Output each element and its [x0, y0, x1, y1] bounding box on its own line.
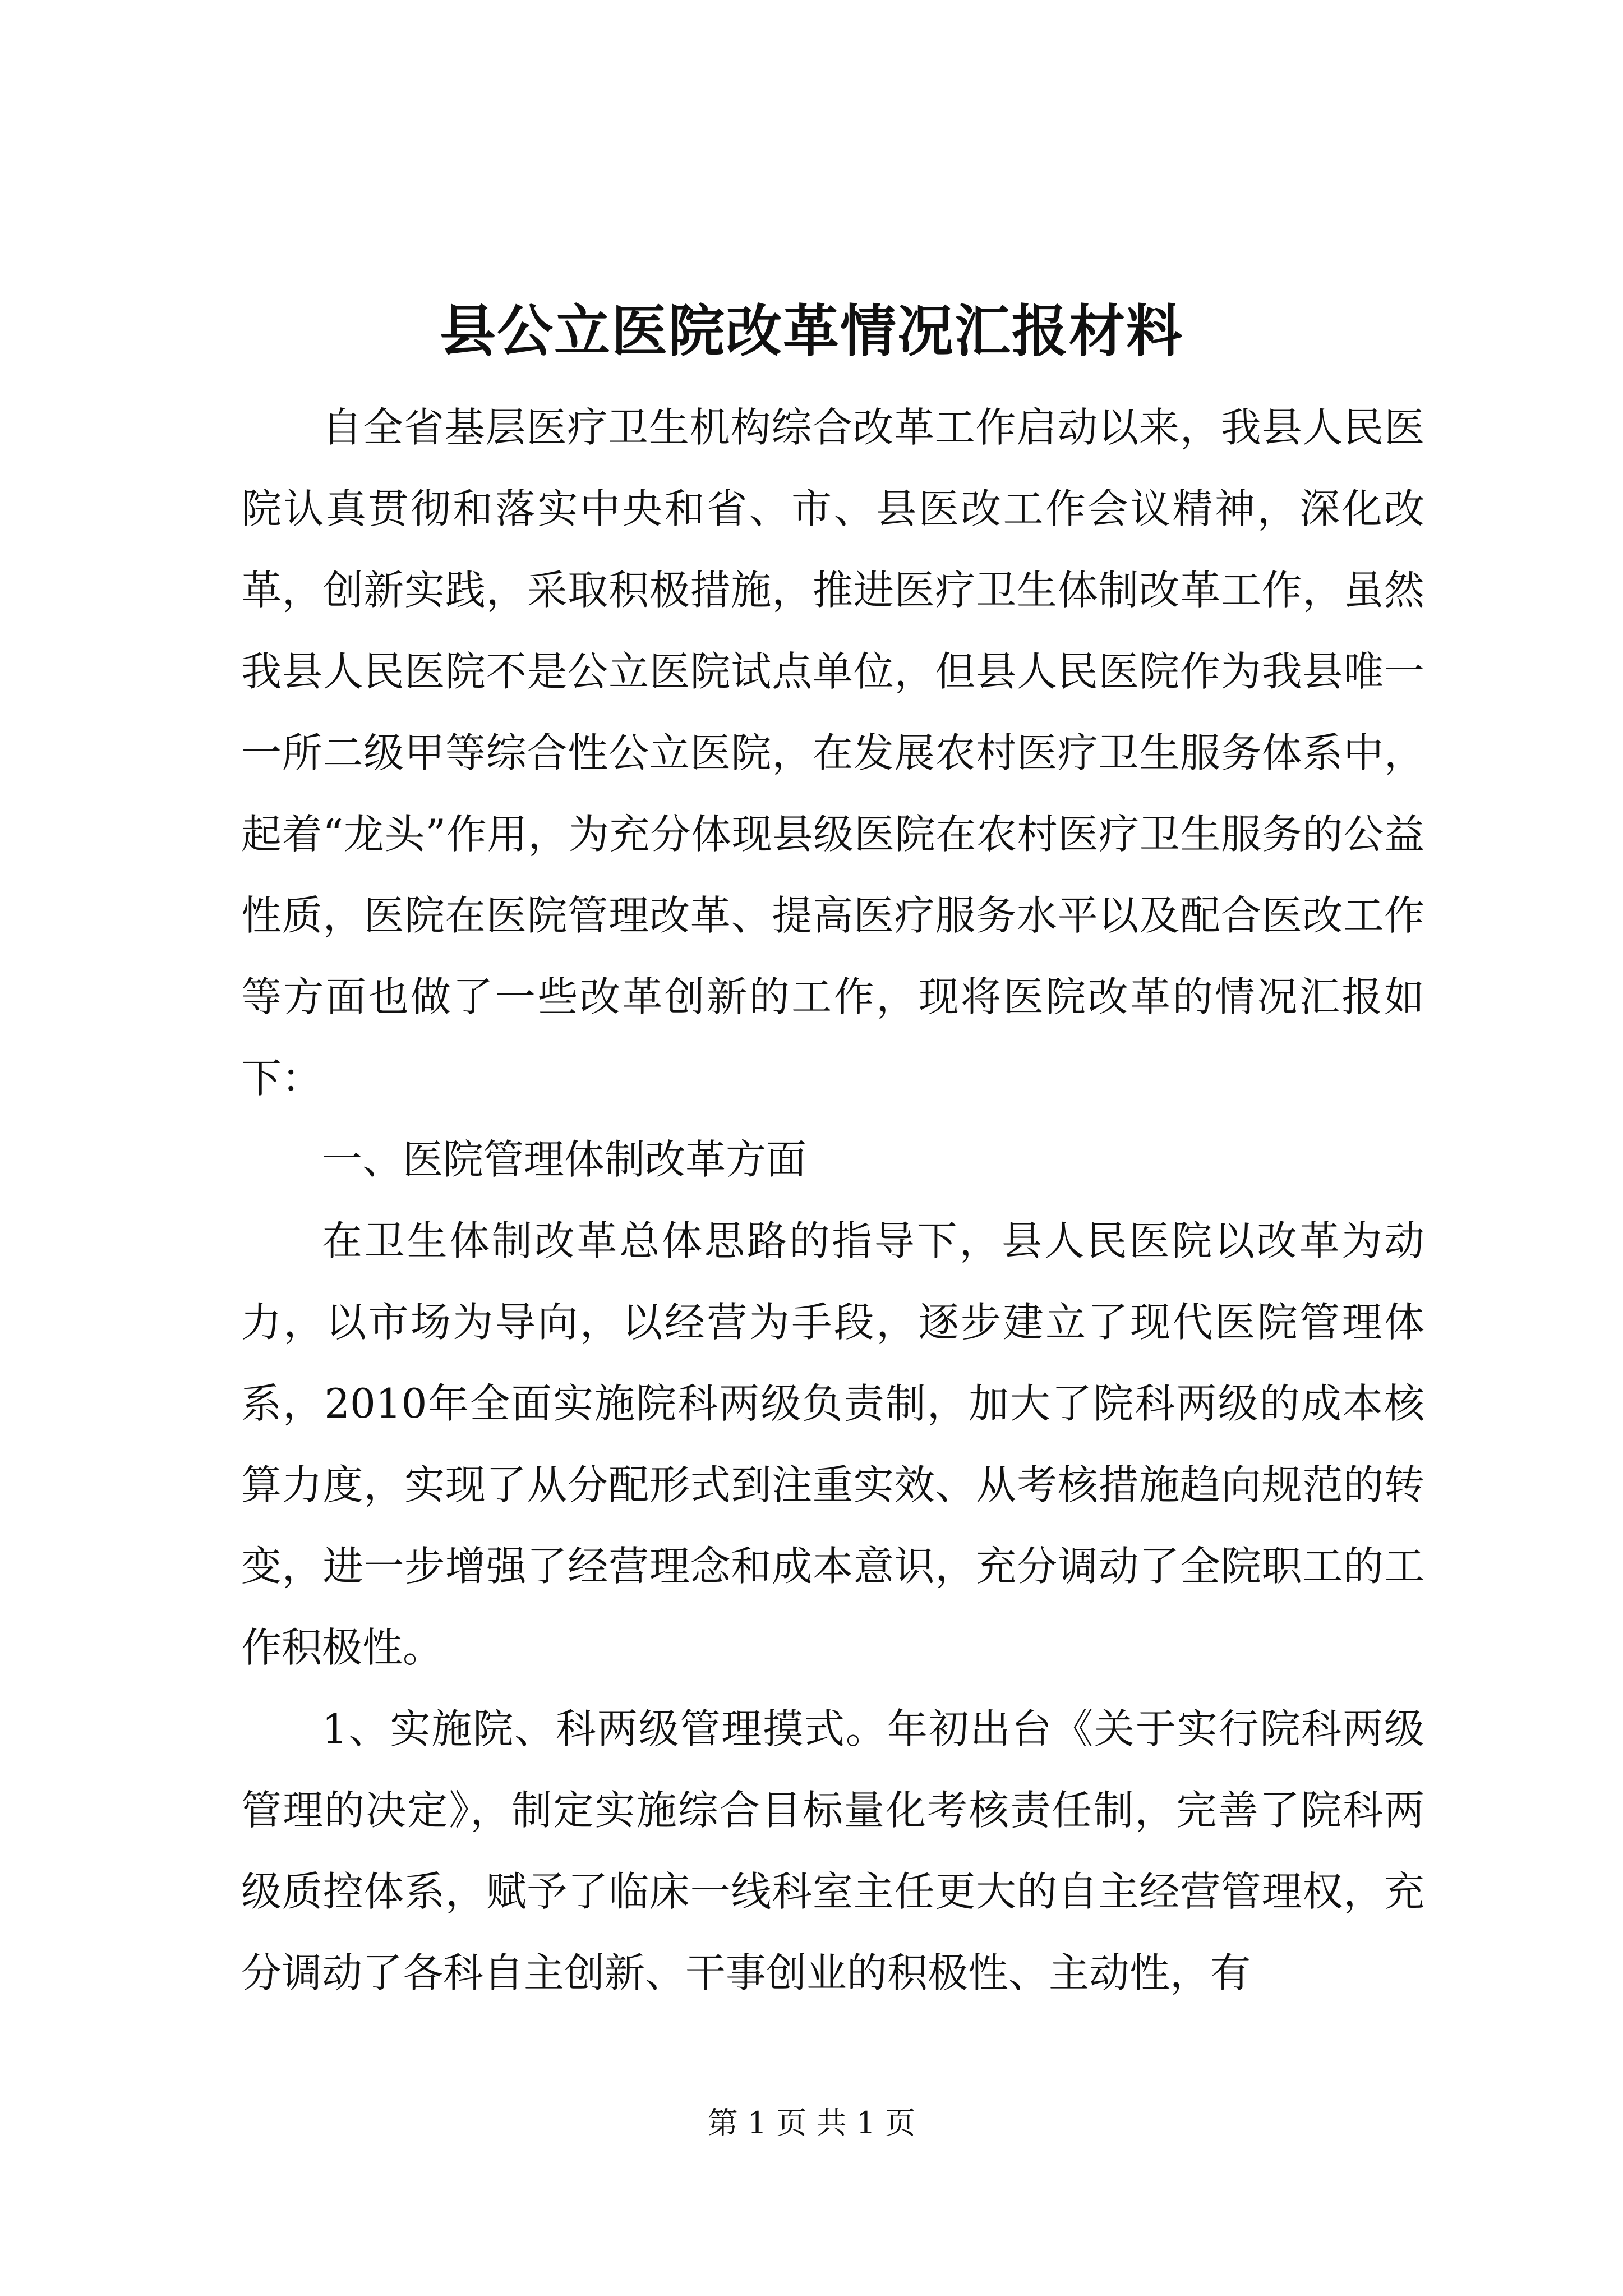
- document-title: 县公立医院改革情况汇报材料: [440, 298, 1183, 364]
- document-body: [241, 387, 1424, 2014]
- intro-paragraph: 自全省基层医疗卫生机构综合改革工作启动以来，我县人民医院认真贯彻和落实中央和省、市、县医改工作会议精神，深化改革，创新实践，采取积极措施，推进医疗卫生体制改革工作，虽然我县人民医院不是公立医院试点单位，但县人民医院作为我县唯一一所二级甲等综合性公立医院，在发展农村医疗卫生服务体系中，起着“龙头”作用，为充分体现县级医院在农村医疗卫生服务的公益性质，医院在医院管理改革、提高医疗服务水平以及配合医改工作等方面也做了一些改革创新的工作，现将医院改革的情况汇报如下：: [241, 404, 1424, 1102]
- page-footer: 第 1 页 共 1 页: [707, 2105, 916, 2141]
- section-heading: 一、医院管理体制改革方面: [322, 1136, 807, 1183]
- numbered-paragraph: 1、实施院、科两级管理摸式。年初出台《关于实行院科两级管理的决定》，制定实施综合目标量化考核责任制，完善了院科两级质控体系，赋予了临床一线科室主任更大的自主经营管理权，充分调动了各科自主创新、干事创业的积极性、主动性，有: [241, 1705, 1424, 1996]
- section-paragraph: 在卫生体制改革总体思路的指导下，县人民医院以改革为动力，以市场为导向，以经营为手段，逐步建立了现代医院管理体系，2010年全面实施院科两级负责制，加大了院科两级的成本核算力度，实现了从分配形式到注重实效、从考核措施趋向规范的转变，进一步增强了经营理念和成本意识，充分调动了全院职工的工作积极性。: [241, 1217, 1424, 1671]
